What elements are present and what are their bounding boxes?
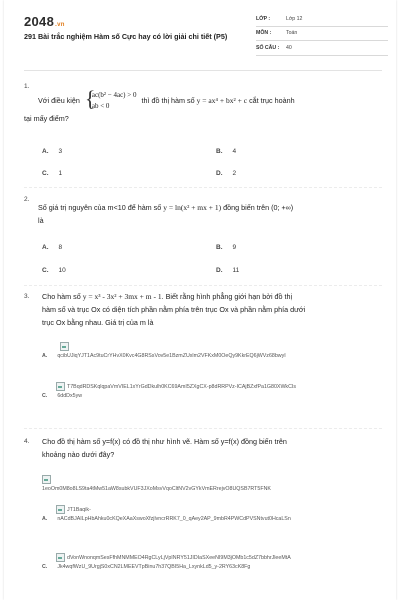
option-b[interactable] bbox=[216, 145, 236, 158]
question-line-2: hàm số và trục Ox có diện tích phần nằm phía trên trục Ox và phần nằm phía dưới bbox=[42, 305, 306, 314]
question-divider bbox=[24, 428, 382, 429]
option-text: qcibUJiqYJT1Ac9tuCrYHvX0Kvc4G8RSsVov5e1BzmZUxlm2VFKxM0OeQy9KkrEQ6jWVz68bwyI bbox=[57, 352, 286, 359]
question-line-1-rest: . Biết rằng hình phẳng giới hạn bởi đồ thị bbox=[161, 292, 293, 301]
question-3 bbox=[24, 290, 384, 430]
question-line-2: khoảng nào dưới đây? bbox=[42, 450, 115, 459]
document-title: 291 Bài trắc nghiệm Hàm số Cực hay có lời giải chi tiết (P5) bbox=[24, 32, 228, 41]
broken-image bbox=[42, 475, 387, 485]
broken-image-icon bbox=[56, 553, 65, 562]
option-b[interactable] bbox=[216, 241, 236, 254]
option-text: Jk4wqfWzU_9UrgjS0xCN2LMEEVTpBinu7h37QBI5Ha_LxynkLd5_y-2RY63cK8Fg bbox=[57, 563, 251, 570]
logo-suffix: .vn bbox=[55, 22, 65, 28]
option-label: B. bbox=[216, 244, 223, 251]
option-text: 8 bbox=[58, 244, 63, 251]
option-a[interactable] bbox=[42, 145, 62, 158]
formula: y = ax⁴ + bx² + c bbox=[196, 95, 248, 105]
question-number: 4. bbox=[24, 438, 30, 445]
option-text: T7BqdRDSKqlqpaVmVIEL1xYrGdDkulh0KC69AmI5ZXgCX-p8dRRPVz-ICAjBZxfPa1G80XWkCIs bbox=[67, 383, 297, 390]
question-suffix: cắt trục hoành bbox=[249, 95, 295, 105]
option-a-row bbox=[42, 515, 387, 524]
meta-value: Toán bbox=[286, 30, 298, 37]
option-c[interactable] bbox=[42, 264, 66, 277]
meta-table bbox=[256, 12, 388, 56]
option-text: 11 bbox=[232, 267, 240, 274]
question-line-2: là bbox=[38, 216, 44, 225]
question-suffix: đồng biến trên (0; +∞) bbox=[223, 203, 294, 212]
option-text: dVonWnonqmSesFfhMNMMEO4RgCLyLjVpINRY51JIDIaSXeeNI9M3jOMb1c5dZ7bbhrJleeMtA bbox=[67, 554, 291, 561]
meta-value: 40 bbox=[286, 44, 292, 51]
question-line-2: tại mấy điểm? bbox=[24, 114, 69, 123]
brace-symbol: { bbox=[84, 86, 96, 111]
option-text: JT1Baqik- bbox=[67, 506, 91, 513]
logo-text: 2048 bbox=[24, 14, 55, 29]
broken-image bbox=[42, 342, 387, 352]
option-b-image-row bbox=[42, 553, 387, 563]
option-a[interactable] bbox=[42, 342, 387, 361]
meta-row-subject bbox=[256, 27, 388, 42]
meta-row-class bbox=[256, 12, 388, 27]
question-text bbox=[42, 290, 384, 303]
question-figure bbox=[42, 475, 387, 494]
question-line-1: Cho đồ thị hàm số y=f(x) có đồ thị như hình vẽ. Hàm số y=f(x) đồng biến trên bbox=[42, 437, 287, 446]
system-line-2: ab < 0 bbox=[91, 102, 110, 110]
option-label: C. bbox=[42, 267, 49, 274]
question-prefix: Số giá trị nguyên của m<10 để hàm số bbox=[38, 203, 162, 212]
option-text: 3 bbox=[58, 148, 63, 155]
formula: y = ln(x² + mx + 1) bbox=[163, 203, 222, 212]
option-a[interactable] bbox=[42, 505, 387, 524]
meta-value: Lớp 12 bbox=[286, 15, 303, 22]
question-prefix: Cho hàm số bbox=[42, 292, 81, 301]
broken-image-icon bbox=[56, 505, 65, 514]
option-text: 2 bbox=[232, 170, 237, 177]
question-line-3: trục Ox bằng nhau. Giá trị của m là bbox=[42, 318, 154, 327]
figure-alt-text: 1eoOm0M8o8LS9ta4tMw51aW8subkVUF3JXoMsvVqoCltNV2vGYkVmERrejvO8UQSB7RT5FNK bbox=[42, 485, 271, 492]
option-d[interactable] bbox=[216, 167, 236, 180]
option-b-image-row bbox=[42, 382, 387, 392]
meta-label: LỚP : bbox=[256, 15, 271, 22]
option-c-row bbox=[42, 392, 387, 401]
option-label: B. bbox=[216, 148, 223, 155]
question-4 bbox=[24, 435, 384, 595]
option-c[interactable] bbox=[42, 167, 62, 180]
option-text: 6ddDx5yw bbox=[57, 392, 83, 399]
question-prefix: Với điều kiện bbox=[38, 95, 80, 105]
option-text: 4 bbox=[232, 148, 237, 155]
option-a[interactable] bbox=[42, 241, 62, 254]
option-c[interactable] bbox=[42, 553, 387, 572]
broken-image-icon bbox=[56, 382, 65, 391]
question-number: 1. bbox=[24, 83, 30, 90]
meta-row-count bbox=[256, 41, 388, 56]
option-label: C. bbox=[42, 170, 49, 177]
question-divider bbox=[24, 187, 382, 188]
question-number: 2. bbox=[24, 196, 30, 203]
option-a-image-row bbox=[42, 505, 387, 515]
meta-label: SỐ CÂU : bbox=[256, 44, 280, 51]
question-divider bbox=[24, 285, 382, 286]
system-line-1: ac(b² − 4ac) > 0 bbox=[91, 91, 137, 99]
option-label: C. bbox=[42, 392, 48, 399]
question-number: 3. bbox=[24, 293, 30, 300]
broken-image-icon bbox=[42, 475, 51, 484]
site-logo[interactable] bbox=[24, 14, 65, 29]
formula: y = x³ - 3x² + 3mx + m - 1 bbox=[82, 292, 162, 301]
inequality-system bbox=[84, 86, 137, 112]
option-label: A. bbox=[42, 148, 49, 155]
option-label: A. bbox=[42, 244, 49, 251]
option-label: A. bbox=[42, 515, 48, 522]
option-label: C. bbox=[42, 563, 48, 570]
option-label: A. bbox=[42, 352, 48, 359]
option-c[interactable] bbox=[42, 382, 387, 401]
option-text: nACdBJAILpHbAhku0cKQeXAaXswoXfzjlvncrRRK7_0_qAey2AP_9mbR4PWCdPVSNtvut0HcaLSn bbox=[57, 515, 291, 522]
option-text: 10 bbox=[58, 267, 66, 274]
option-text: 1 bbox=[58, 170, 63, 177]
question-text bbox=[38, 193, 384, 214]
option-a-row bbox=[42, 352, 387, 361]
option-d[interactable] bbox=[216, 264, 239, 277]
option-c-row bbox=[42, 563, 387, 572]
question-middle: thì đồ thị hàm số bbox=[141, 95, 195, 105]
meta-label: MÔN : bbox=[256, 30, 272, 37]
broken-image-icon bbox=[60, 342, 69, 351]
header-divider bbox=[24, 70, 382, 71]
question-1 bbox=[24, 80, 384, 185]
document-page bbox=[4, 0, 396, 600]
option-text: 9 bbox=[232, 244, 237, 251]
option-label: D. bbox=[216, 267, 223, 274]
question-text bbox=[38, 80, 384, 112]
question-2 bbox=[24, 193, 384, 283]
option-label: D. bbox=[216, 170, 223, 177]
